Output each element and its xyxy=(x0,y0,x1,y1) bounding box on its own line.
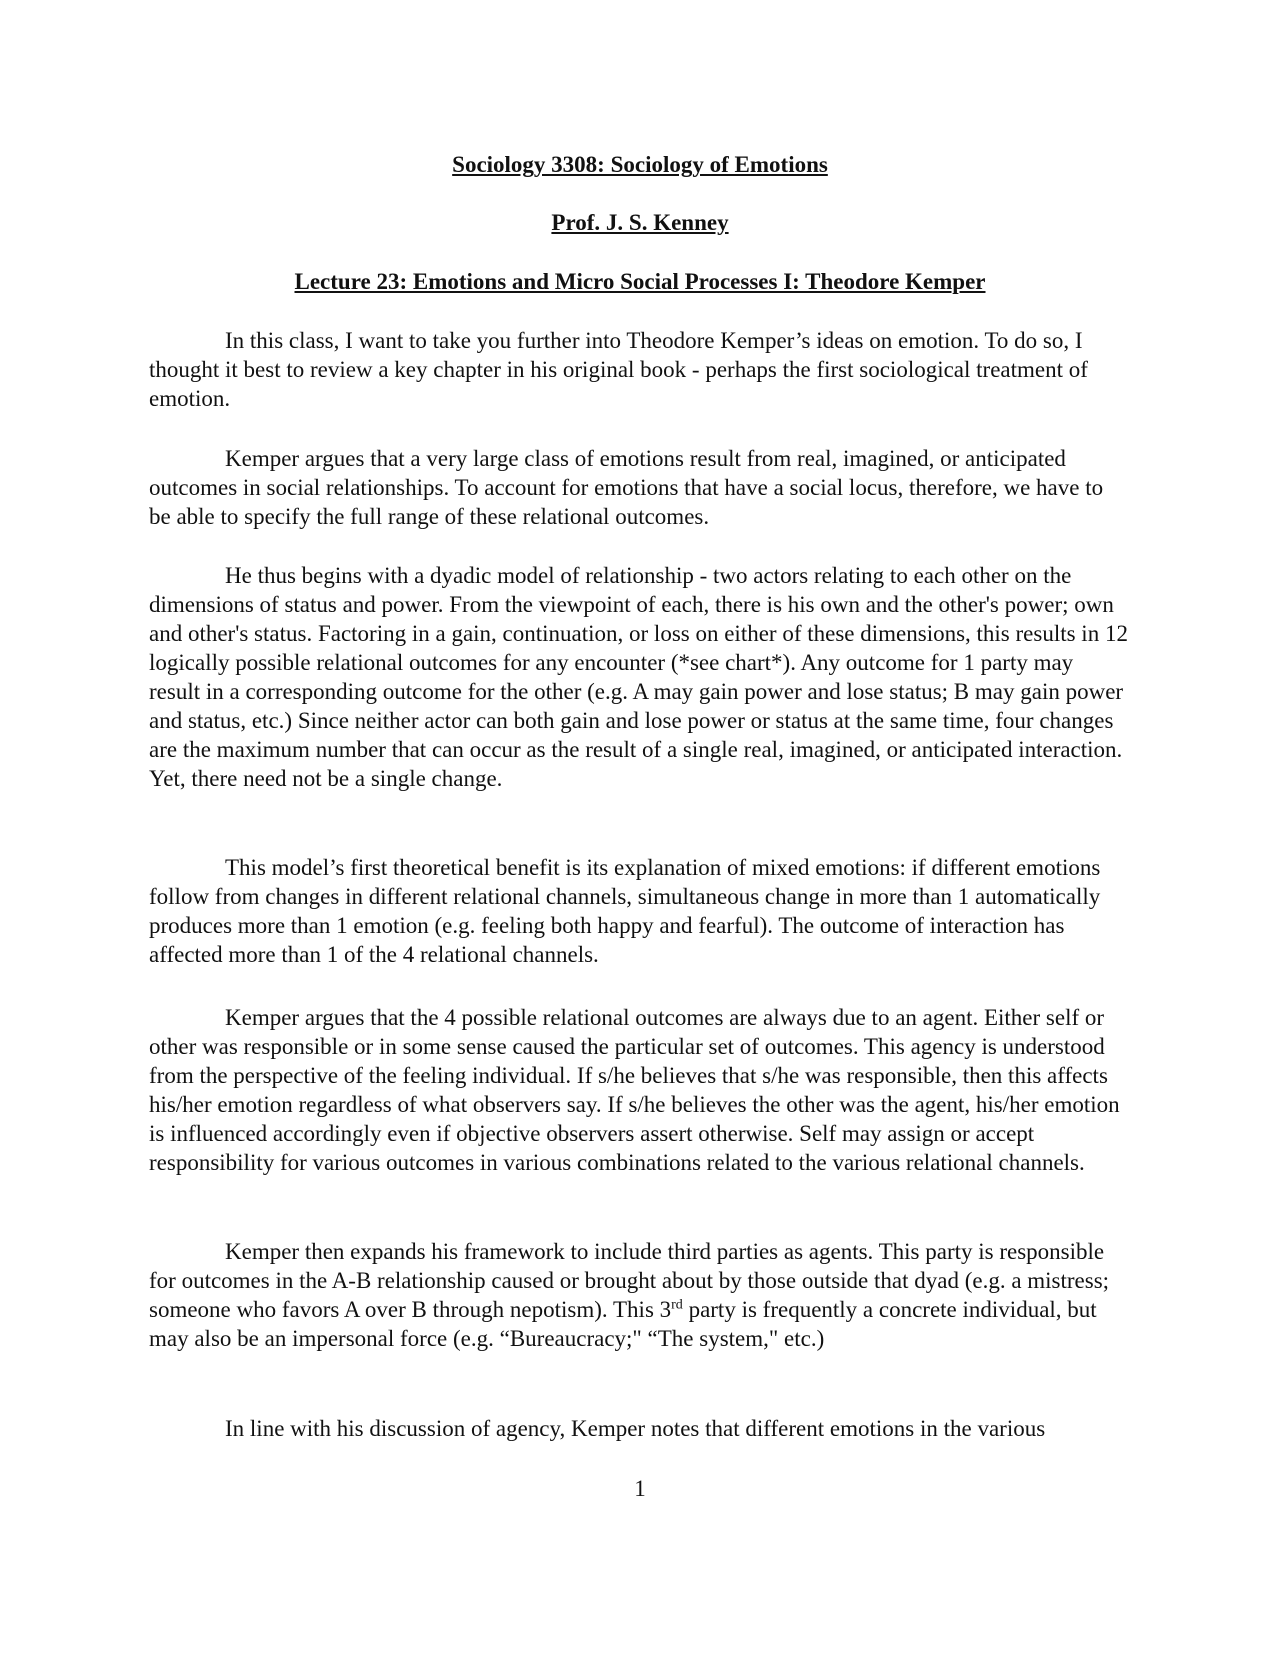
professor-name: Prof. J. S. Kenney xyxy=(551,210,729,235)
third-parties-text-start: Kemper then expands his framework to include third parties as agents. This party is responsible for outcomes in the A-B relationship caused or brought about by those outside that dyad (e.g. a mistress; someone who favors A over B through nepotism). This 3 xyxy=(149,1239,1110,1322)
paragraph-agency: Kemper argues that the 4 possible relational outcomes are always due to an agent. Either self or other was responsible or in some sense caused the particular set of outcomes. This agency is understood from the perspective of the feeling individual. If s/he believes that s/he was responsible, then this affects his/her emotion regardless of what observers say. If s/he believes the other was the agent, his/her emotion is influenced accordingly even if objective observers assert otherwise. Self may assign or accept responsibility for various outcomes in various combinations related to the various relational channels. xyxy=(149,1005,1120,1175)
third-parties-text-end: party is frequently a concrete individual, but may also be an impersonal force (e.g. “Bureaucracy;" “The system," etc.) xyxy=(149,1297,1097,1351)
paragraph-relational-outcomes: Kemper argues that a very large class of emotions result from real, imagined, or anticipated outcomes in social relationships. To account for emotions that have a social locus, therefore, we have to be able to specify the full range of these relational outcomes. xyxy=(149,446,1104,529)
paragraph-third-parties xyxy=(149,1237,1129,1353)
page-number: 1 xyxy=(634,1476,646,1501)
paragraph-mixed-emotions: This model’s first theoretical benefit is its explanation of mixed emotions: if different emotions follow from changes in different relational channels, simultaneous change in more than 1 automatically produces more than 1 emotion (e.g. feeling both happy and fearful). The outcome of interaction has affected more than 1 of the 4 relational channels. xyxy=(149,855,1101,967)
paragraph-intro: In this class, I want to take you further into Theodore Kemper’s ideas on emotion. To do so, I thought it best to review a key chapter in his original book - perhaps the first sociological treatment of emotion. xyxy=(149,328,1088,411)
paragraph-agency-emotions: In line with his discussion of agency, Kemper notes that different emotions in the various xyxy=(225,1416,1046,1441)
ordinal-superscript: rd xyxy=(671,1297,683,1313)
paragraph-dyadic-model: He thus begins with a dyadic model of relationship - two actors relating to each other on the dimensions of status and power. From the viewpoint of each, there is his own and the other's power; own and other's status. Factoring in a gain, continuation, or loss on either of these dimensions, this results in 12 logically possible relational outcomes for any encounter (*see chart*). Any outcome for 1 party may result in a corresponding outcome for the other (e.g. A may gain power and lose status; B may gain power and status, etc.) Since neither actor can both gain and lose power or status at the same time, four changes are the maximum number that can occur as the result of a single real, imagined, or anticipated interaction. Yet, there need not be a single change. xyxy=(149,563,1128,791)
course-title: Sociology 3308: Sociology of Emotions xyxy=(452,152,828,177)
lecture-title: Lecture 23: Emotions and Micro Social Processes I: Theodore Kemper xyxy=(294,269,986,294)
